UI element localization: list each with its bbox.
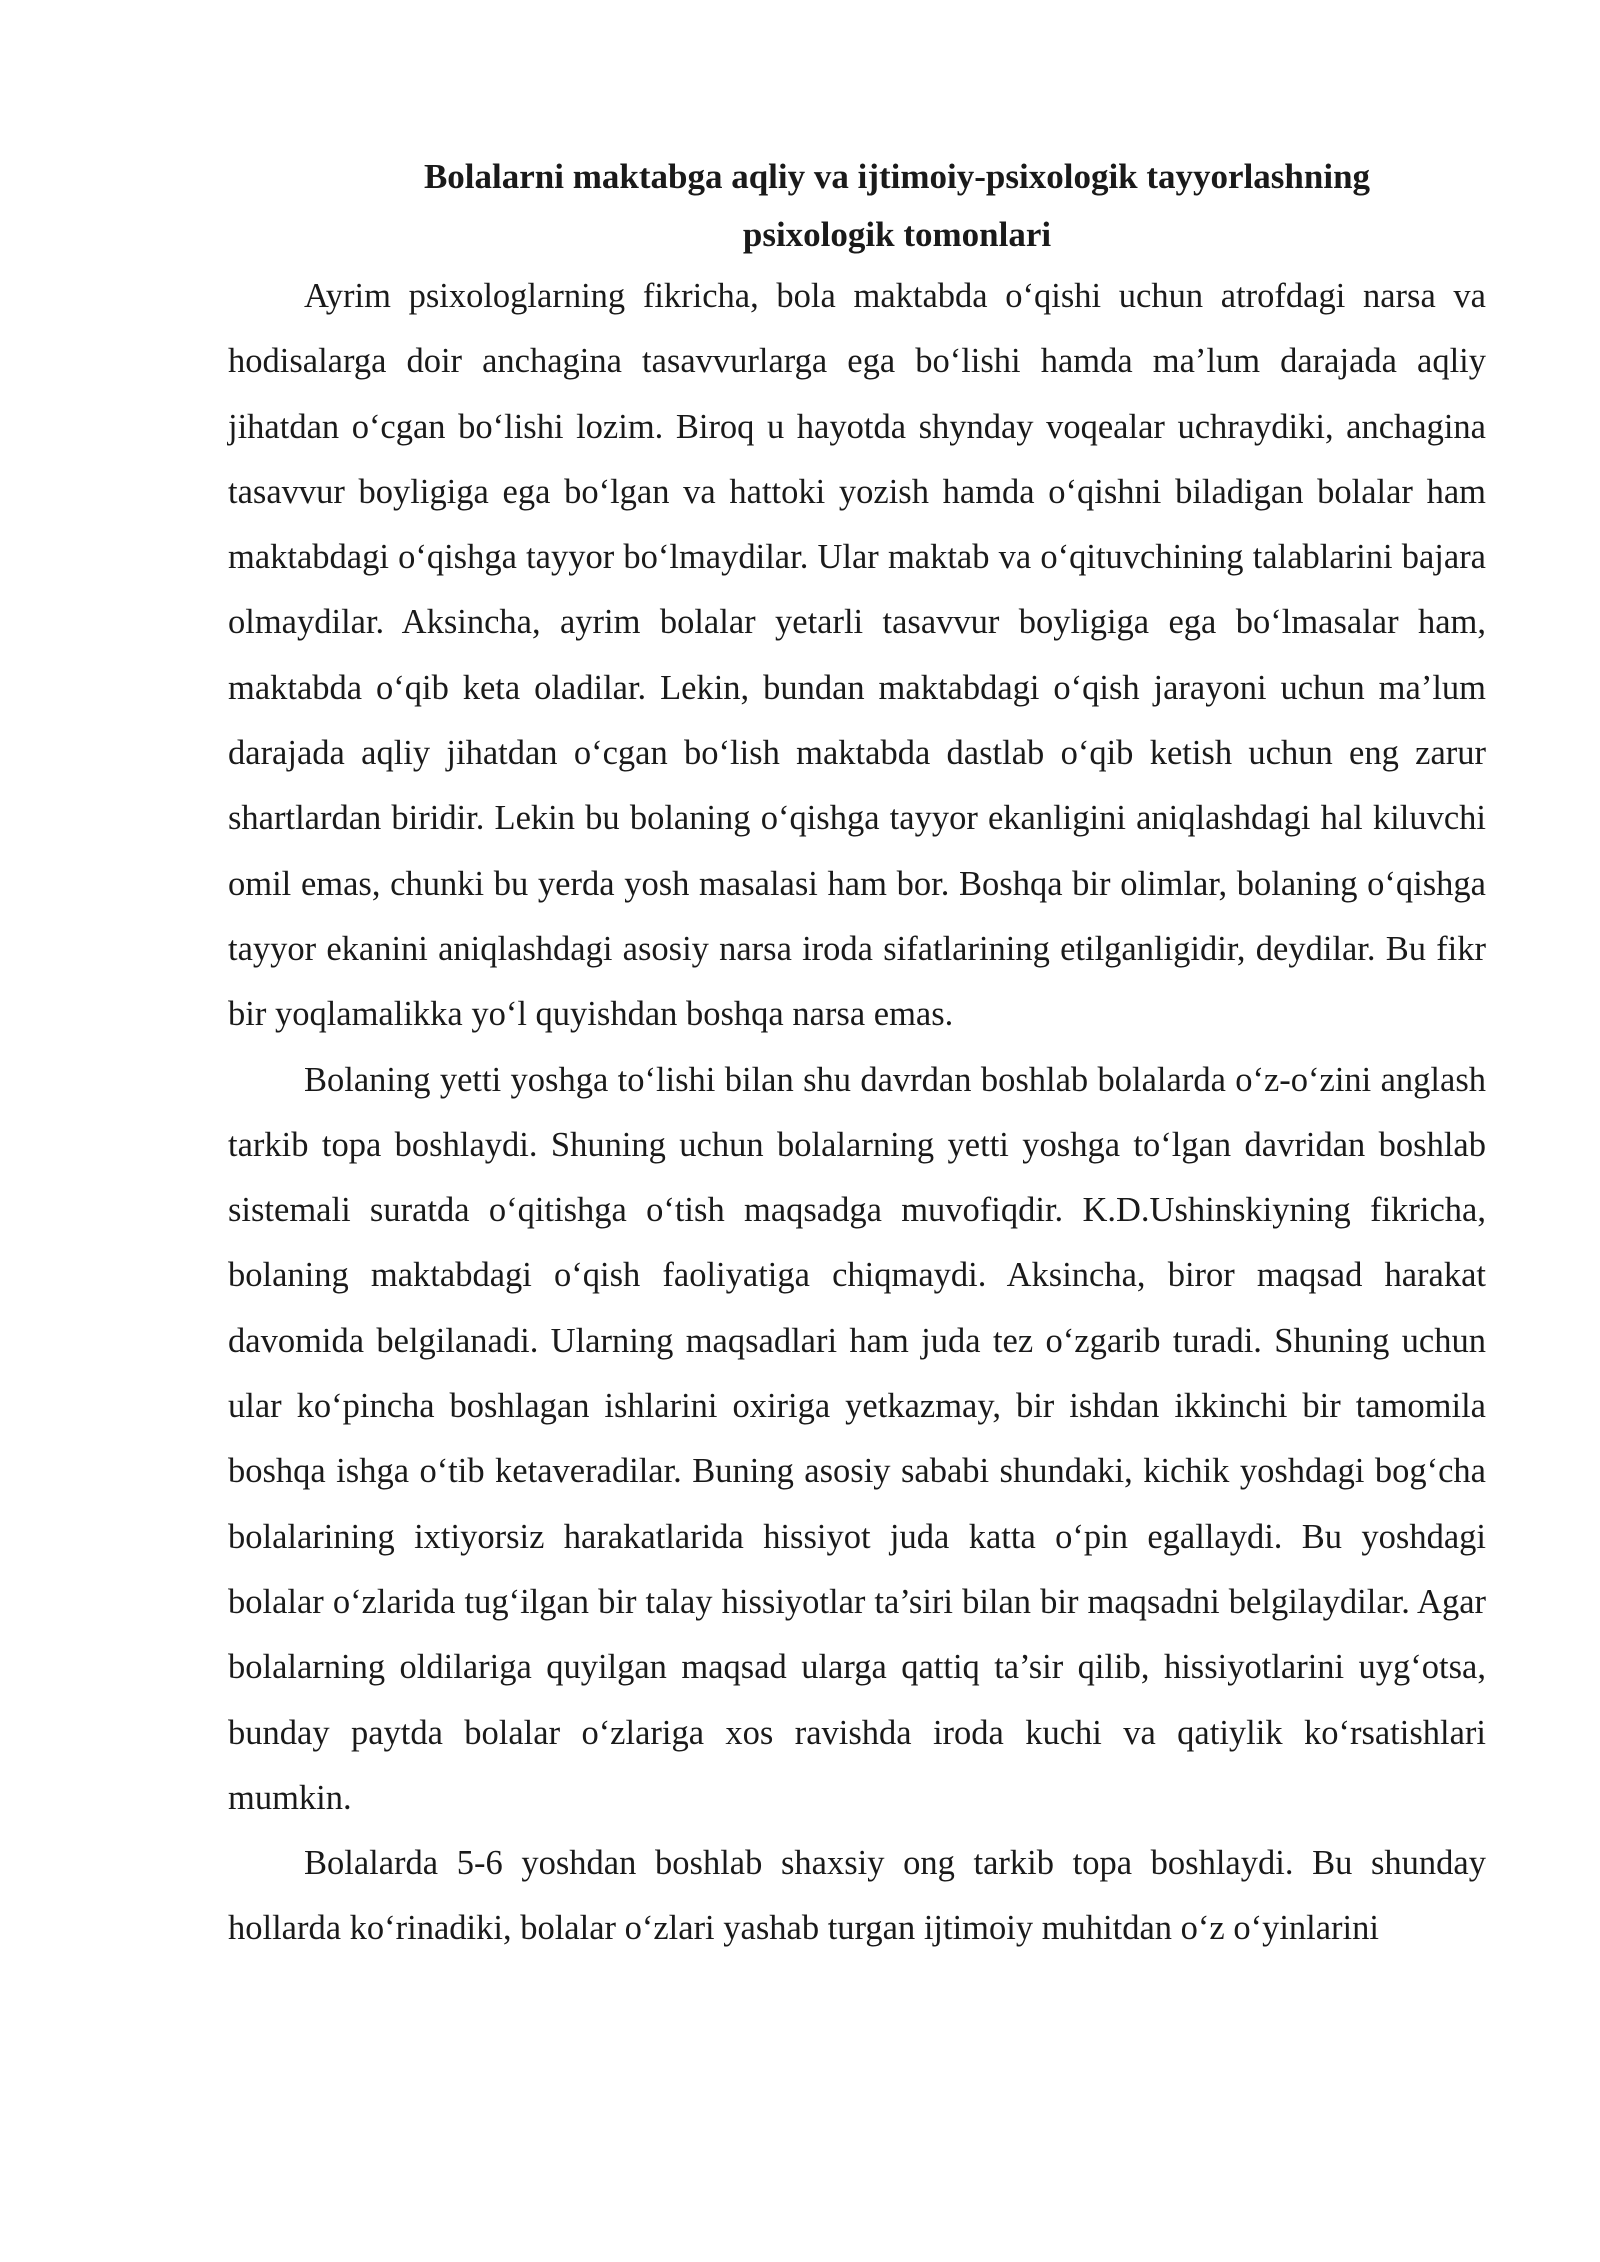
document-title (228, 148, 1486, 264)
document-body (228, 148, 1486, 1962)
paragraph-2: Bolaning yetti yoshga to‘lishi bilan shu davrdan boshlab bolalarda o‘z-o‘zini anglash tarkib topa boshlaydi. Shuning uchun bolalarning yetti yoshga to‘lgan davridan boshlab sistemali suratda o‘qitishga o‘tish maqsadga muvofiqdir. K.D.Ushinskiyning fikricha, bolaning maktabdagi o‘qish faoliyatiga chiqmaydi. Aksincha, biror maqsad harakat davomida belgilanadi. Ularning maqsadlari ham juda tez o‘zgarib turadi. Shuning uchun ular ko‘pincha boshlagan ishlarini oxiriga yetkazmay, bir ishdan ikkinchi bir tamomila boshqa ishga o‘tib ketaveradilar. Buning asosiy sababi shundaki, kichik yoshdagi bog‘cha bolalarining ixtiyorsiz harakatlarida hissiyot juda katta o‘pin egallaydi. Bu yoshdagi bolalar o‘zlarida tug‘ilgan bir talay hissiyotlar ta’siri bilan bir maqsadni belgilaydilar. Agar bolalarning oldilariga quyilgan maqsad ularga qattiq ta’sir qilib, hissiyotlarini uyg‘otsa, bunday paytda bolalar o‘zlariga xos ravishda iroda kuchi va qatiylik ko‘rsatishlari mumkin. (228, 1060, 1486, 1817)
title-line-2: psixologik tomonlari (742, 215, 1052, 254)
paragraph-1: Ayrim psixologlarning fikricha, bola maktabda o‘qishi uchun atrofdagi narsa va hodisalarga doir anchagina tasavvurlarga ega bo‘lishi hamda ma’lum darajada aqliy jihatdan o‘cgan bo‘lishi lozim. Biroq u hayotda shynday voqealar uchraydiki, anchagina tasavvur boyligiga ega bo‘lgan va hattoki yozish hamda o‘qishni biladigan bolalar ham maktabdagi o‘qishga tayyor bo‘lmaydilar. Ular maktab va o‘qituvchining talablarini bajara olmaydilar. Aksincha, ayrim bolalar yetarli tasavvur boyligiga ega bo‘lmasalar ham, maktabda o‘qib keta oladilar. Lekin, bundan maktabdagi o‘qish jarayoni uchun ma’lum darajada aqliy jihatdan o‘cgan bo‘lish maktabda dastlab o‘qib ketish uchun eng zarur shartlardan biridir. Lekin bu bolaning o‘qishga tayyor ekanligini aniqlashdagi hal kiluvchi omil emas, chunki bu yerda yosh masalasi ham bor. Boshqa bir olimlar, bolaning o‘qishga tayyor ekanini aniqlashdagi asosiy narsa iroda sifatlarining etilganligidir, deydilar. Bu fikr bir yoqlamalikka yo‘l quyishdan boshqa narsa emas. (228, 277, 1486, 1034)
title-line-1: Bolalarni maktabga aqliy va ijtimoiy-psixologik tayyorlashning (423, 157, 1371, 196)
paragraph-3: Bolalarda 5-6 yoshdan boshlab shaxsiy ong tarkib topa boshlaydi. Bu shunday hollarda ko‘rinadiki, bolalar o‘zlari yashab turgan ijtimoiy muhitdan o‘z o‘yinlarini (228, 1844, 1486, 1948)
